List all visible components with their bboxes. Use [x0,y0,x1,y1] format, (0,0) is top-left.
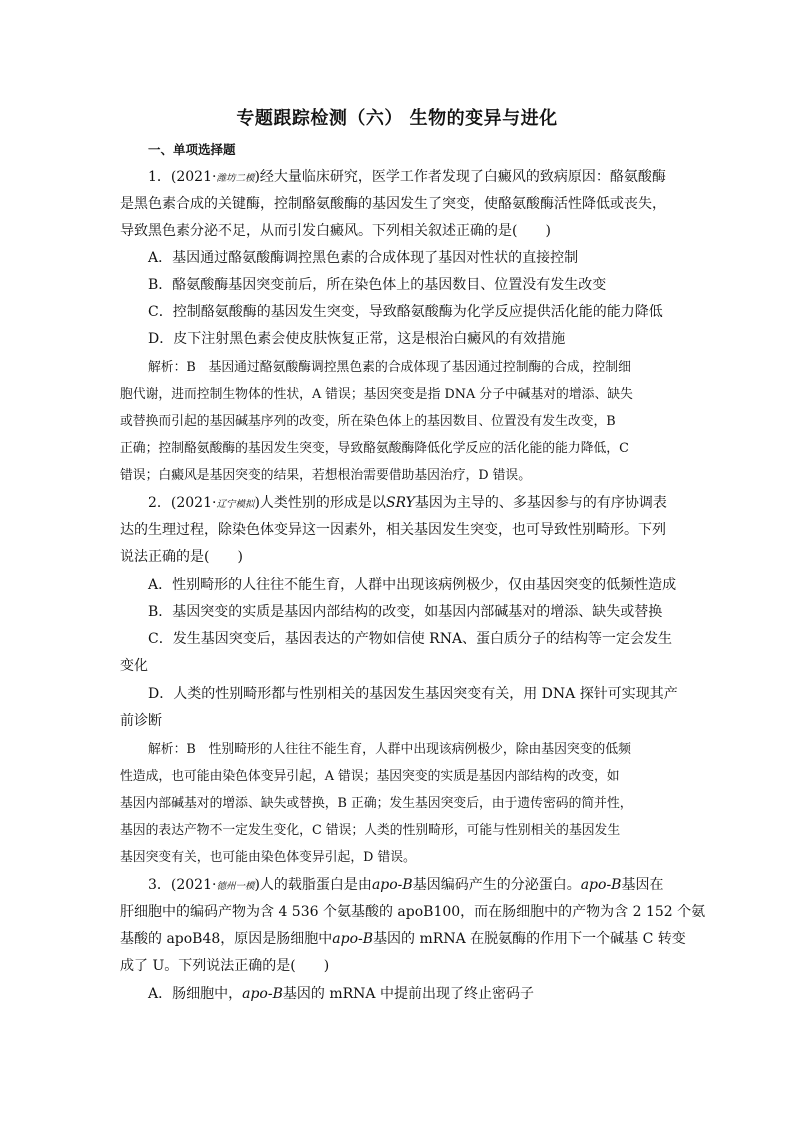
answer-line: 基因内部碱基对的增添、缺失或替换，B 正确；发生基因突变后，由于遗传密码的简并性， [120,796,633,811]
question-source: 辽宁模拟 [216,499,255,510]
answer-line: 解析：B 基因通过酪氨酸酶调控黑色素的合成体现了基因通过控制酶的合成，控制细 [148,360,631,375]
question-2-option-b: B．基因突变的实质是基因内部结构的改变，如基因内部碱基对的增添、缺失或替换 [148,604,663,620]
answer-line: 性造成，也可能由染色体变异引起，A 错误；基因突变的实质是基因内部结构的改变，如 [120,769,620,784]
question-1-option-c: C．控制酪氨酸酶的基因发生突变，导致酪氨酸酶为化学反应提供活化能的能力降低 [148,304,663,320]
section-heading: 一、单项选择题 [148,142,236,157]
answer-line: 正确；控制酪氨酸酶的基因发生突变，导致酪氨酸酶降低化学反应的活化能的能力降低，C [120,441,629,456]
answer-line: 胞代谢，进而控制生物体的性状，A 错误；基因突变是指 DNA 分子中碱基对的增添、缺失 [120,387,633,402]
answer-line: 或替换而引起的基因碱基序列的改变，所在染色体上的基因数目、位置没有发生改变，B [120,414,616,429]
question-1-option-d: D．皮下注射黑色素会使皮肤恢复正常，这是根治白癜风的有效措施 [148,331,566,347]
question-2-option-d: D．人类的性别畸形都与性别相关的基因发生基因突变有关，用 DNA 探针可实现其产 [148,686,678,702]
question-source: 德州一模 [216,881,255,892]
question-3-stem-line-4: 成了 U。下列说法正确的是( ) [120,958,330,974]
page-title: 专题跟踪检测（六） 生物的变异与进化 [236,108,558,129]
question-1-stem-line-1: 1．(2021·潍坊二模)经大量临床研究，医学工作者发现了白癜风的致病原因：酪氨酸酶 [148,169,666,185]
question-1-option-b: B．酪氨酸酶基因突变前后，所在染色体上的基因数目、位置没有发生改变 [148,277,607,293]
question-2-option-a: A．性别畸形的人往往不能生育，人群中出现该病例极少，仅由基因突变的低频性造成 [148,577,677,593]
question-1-option-a: A．基因通过酪氨酸酶调控黑色素的合成体现了基因对性状的直接控制 [148,250,579,266]
answer-line: 解析：B 性别畸形的人往往不能生育，人群中出现该病例极少，除由基因突变的低频 [148,742,631,757]
question-3-stem-line-3: 基酸的 apoB48，原因是肠细胞中apo-B基因的 mRNA 在脱氨酶的作用下一个碱基 C 转变 [120,931,686,947]
question-source: 潍坊二模 [216,173,255,184]
question-2-stem-line-3: 说法正确的是( ) [120,549,243,565]
question-2-stem-line-2: 达的生理过程，除染色体变异这一因素外，相关基因发生突变，也可导致性别畸形。下列 [120,522,666,538]
question-3-stem-line-2: 肝细胞中的编码产物为含 4 536 个氨基酸的 apoB100，而在肠细胞中的产物为含 2 152 个氨 [120,904,706,920]
answer-line: 基因突变有关，也可能由染色体变异引起，D 错误。 [120,850,416,865]
question-2-option-d-cont: 前诊断 [120,713,162,729]
question-2-stem-line-1: 2．(2021·辽宁模拟)人类性别的形成是以SRY基因为主导的、多基因参与的有序协调表 [148,495,667,511]
question-2-option-c: C．发生基因突变后，基因表达的产物如信使 RNA、蛋白质分子的结构等一定会发生 [148,631,673,647]
answer-line: 基因的表达产物不一定发生变化，C 错误；人类的性别畸形，可能与性别相关的基因发生 [120,823,621,838]
question-1-stem-line-2: 是黑色素合成的关键酶，控制酪氨酸酶的基因发生了突变，使酪氨酸酶活性降低或丧失， [120,196,666,212]
question-2-option-c-cont: 变化 [120,658,148,674]
question-3-option-a: A．肠细胞中，apo-B基因的 mRNA 中提前出现了终止密码子 [148,986,534,1002]
question-1-stem-line-3: 导致黑色素分泌不足，从而引发白癜风。下列相关叙述正确的是( ) [120,223,551,239]
answer-line: 错误；白癜风是基因突变的结果，若想根治需要借助基因治疗，D 错误。 [120,468,532,483]
question-3-stem-line-1: 3．(2021·德州一模)人的载脂蛋白是由apo-B基因编码产生的分泌蛋白。apo-B基因在 [148,877,664,893]
